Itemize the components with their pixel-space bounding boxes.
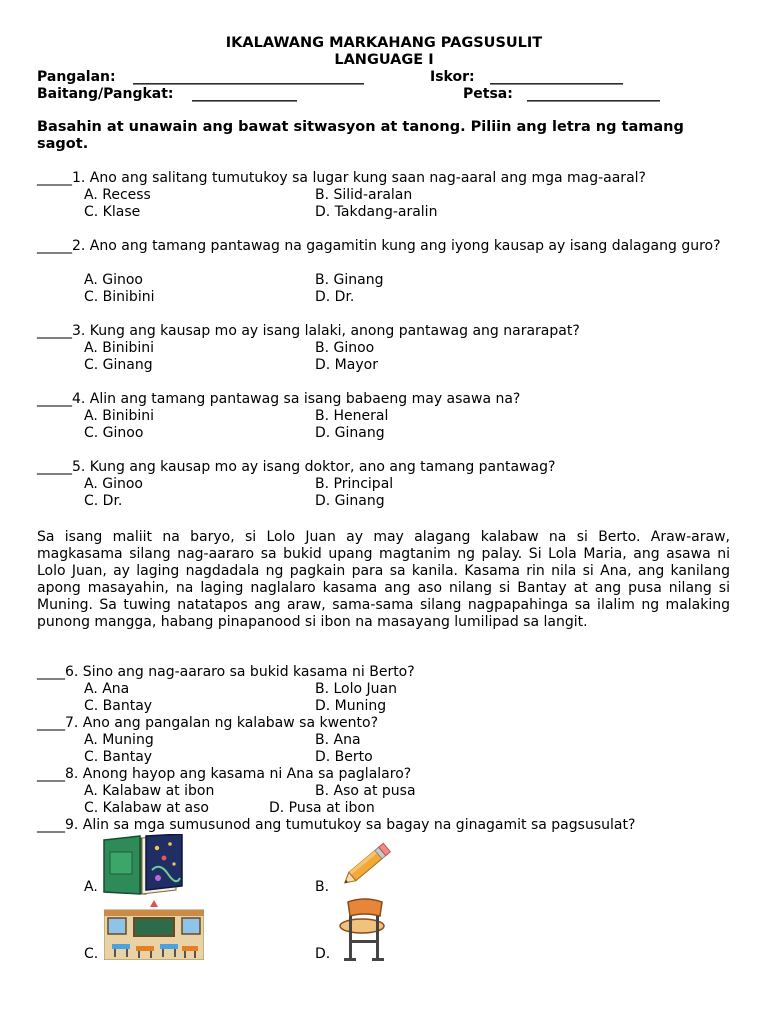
grade-blank: _______________ [192,86,297,102]
q6-option-d: D. Muning [315,698,387,714]
q4-option-a: A. Binibini [84,408,155,424]
q7-option-b: B. Ana [315,732,361,748]
q5-option-b: B. Principal [315,476,394,492]
question-5: _____5. Kung ang kausap mo ay isang doktor, ano ang tamang pantawag? [37,459,556,475]
question-3: _____3. Kung ang kausap mo ay isang lalaki, anong pantawag ang nararapat? [37,323,580,339]
q2-option-d: D. Dr. [315,289,355,305]
q2-option-c: C. Binibini [84,289,155,305]
instructions: Basahin at unawain ang bawat sitwasyon at tanong. Piliin ang letra ng tamang sagot. [37,119,684,152]
q4-option-d: D. Ginang [315,425,385,441]
q2-option-a: A. Ginoo [84,272,143,288]
book-icon [102,834,186,896]
q6-option-b: B. Lolo Juan [315,681,397,697]
q8-option-c: C. Kalabaw at aso [84,800,209,816]
q5-option-d: D. Ginang [315,493,385,509]
question-7: ____7. Ano ang pangalan ng kalabaw sa kwento? [37,715,378,731]
pencil-icon [338,838,398,890]
q3-option-c: C. Ginang [84,357,153,373]
q8-option-b: B. Aso at pusa [315,783,416,799]
q5-option-a: A. Ginoo [84,476,143,492]
q5-option-c: C. Dr. [84,493,123,509]
q9-option-b: B. [315,879,330,895]
q7-option-a: A. Muning [84,732,154,748]
exam-subject: LANGUAGE I [334,52,434,68]
q1-option-c: C. Klase [84,204,141,220]
school-desk-icon [336,896,392,964]
q4-option-b: B. Heneral [315,408,389,424]
exam-title: IKALAWANG MARKAHANG PAGSUSULIT [225,35,543,51]
q4-option-c: C. Ginoo [84,425,144,441]
question-2: _____2. Ano ang tamang pantawag na gagamitin kung ang iyong kausap ay isang dalagang guro? [37,238,721,254]
q2-option-b: B. Ginang [315,272,384,288]
q9-option-c: C. [84,946,99,962]
q1-option-a: A. Recess [84,187,151,203]
q7-option-c: C. Bantay [84,749,153,765]
story-passage: Sa isang maliit na baryo, si Lolo Juan ay may alagang kalabaw na si Berto. Araw-araw, magkasama silang nag-aararo sa bukid upang magtanim ng palay. Si Lola Maria, ang asawa ni Lolo Juan, ay laging nagdadala ng pagkain para sa kanila. Kasama rin nila si Ana, ang kanilang apong masayahin, na laging naglalaro kasama ang aso nilang si Bantay at ang pusa nilang si Muning. Sa tuwing natatapos ang araw, sama-sama silang nagpapahinga sa ilalim ng malaking punong mangga, habang pinapanood si ibon na masayang lumilipad sa langit. [37,529,730,630]
q1-option-d: D. Takdang-aralin [315,204,438,220]
name-blank: _________________________________ [133,69,364,85]
q6-option-c: C. Bantay [84,698,153,714]
date-label: Petsa: [463,86,513,102]
q8-option-d: D. Pusa at ibon [269,800,375,816]
q7-option-d: D. Berto [315,749,373,765]
q3-option-d: D. Mayor [315,357,378,373]
q3-option-b: B. Ginoo [315,340,375,356]
name-label: Pangalan: [37,69,116,85]
grade-label: Baitang/Pangkat: [37,86,174,102]
classroom-icon [104,898,204,960]
question-8: ____8. Anong hayop ang kasama ni Ana sa paglalaro? [37,766,412,782]
question-9: ____9. Alin sa mga sumusunod ang tumutukoy sa bagay na ginagamit sa pagsusulat? [37,817,636,833]
q3-option-a: A. Binibini [84,340,155,356]
question-4: _____4. Alin ang tamang pantawag sa isang babaeng may asawa na? [37,391,521,407]
q9-option-d: D. [315,946,331,962]
date-blank: ___________________ [527,86,660,102]
q6-option-a: A. Ana [84,681,130,697]
score-blank: ___________________ [490,69,623,85]
q1-option-b: B. Silid-aralan [315,187,413,203]
q8-option-a: A. Kalabaw at ibon [84,783,215,799]
question-6: ____6. Sino ang nag-aararo sa bukid kasama ni Berto? [37,664,415,680]
score-label: Iskor: [430,69,475,85]
q9-option-a: A. [84,879,98,895]
question-1: _____1. Ano ang salitang tumutukoy sa lugar kung saan nag-aaral ang mga mag-aaral? [37,170,646,186]
